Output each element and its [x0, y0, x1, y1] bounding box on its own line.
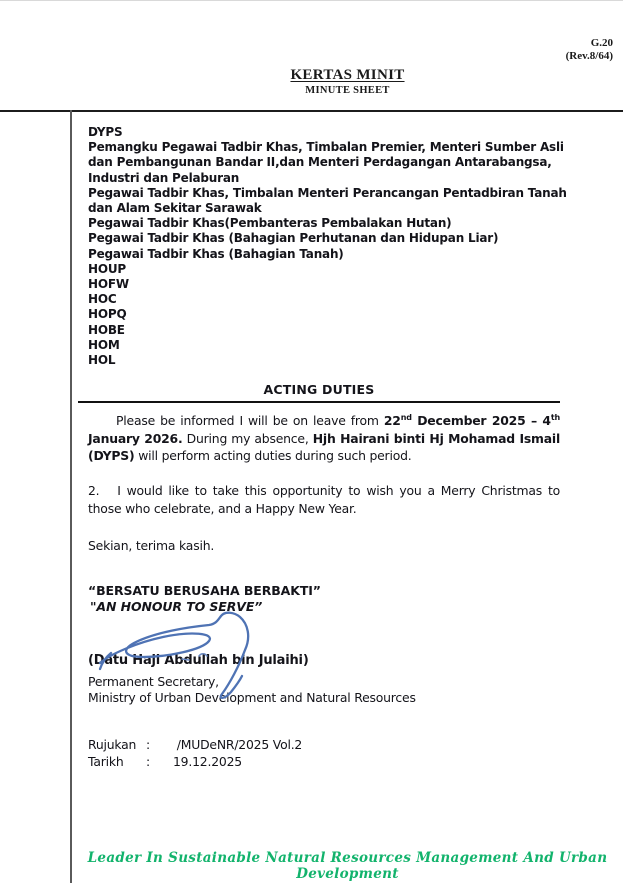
tarikh-label: Tarikh	[88, 754, 124, 769]
form-code: G.20	[590, 37, 613, 49]
section-heading-acting-duties: ACTING DUTIES	[78, 382, 560, 403]
recipient-line: HOC	[88, 292, 117, 307]
rujukan-colon: :	[146, 737, 150, 752]
recipient-line: Pemangku Pegawai Tadbir Khas, Timbalan Premier, Menteri Sumber Asli	[88, 140, 564, 155]
recipient-line: Pegawai Tadbir Khas(Pembanteras Pembalakan Hutan)	[88, 216, 452, 231]
recipient-line: Pegawai Tadbir Khas (Bahagian Tanah)	[88, 246, 344, 261]
title-english: MINUTE SHEET	[305, 85, 390, 96]
recipient-line: HOBE	[88, 322, 125, 337]
signatory-name: (Datu Haji Abdullah bin Julaihi)	[88, 653, 309, 668]
recipient-line: HOL	[88, 353, 116, 368]
signatory-title: Permanent Secretary,	[88, 674, 219, 689]
left-margin-divider	[70, 110, 72, 883]
motto-english: "AN HONOUR TO SERVE”	[90, 599, 263, 614]
closing-line: Sekian, terima kasih.	[88, 538, 215, 553]
signature-scribble	[93, 611, 265, 703]
footer-tagline: Leader In Sustainable Natural Resources Management And Urban Development	[87, 850, 608, 882]
rujukan-label: Rujukan	[88, 737, 137, 752]
rujukan-value: /MUDeNR/2025 Vol.2	[173, 737, 303, 752]
recipient-list	[88, 125, 568, 368]
recipient-line: HOM	[88, 337, 120, 352]
recipient-line: Industri dan Pelaburan	[88, 170, 240, 185]
paragraph-greetings: 2. I would like to take this opportunity to wish you a Merry Christmas to those who celebrate, and a Happy New Year.	[88, 483, 560, 516]
recipient-line: dan Alam Sekitar Sarawak	[88, 201, 262, 216]
tarikh-colon: :	[146, 754, 150, 769]
reference-row-tarikh	[88, 753, 302, 770]
reference-block	[88, 736, 302, 770]
recipient-line: DYPS	[88, 125, 123, 139]
motto-malay: “BERSATU BERUSAHA BERBAKTI”	[88, 583, 321, 598]
form-reference	[566, 37, 613, 63]
recipient-line: Pegawai Tadbir Khas (Bahagian Perhutanan dan Hidupan Liar)	[88, 231, 499, 246]
title-malay: KERTAS MINIT	[290, 67, 405, 83]
document-header	[72, 67, 623, 96]
recipient-line: HOPQ	[88, 307, 127, 322]
header-rule	[0, 110, 623, 112]
paragraph-leave-notice: Please be informed I will be on leave from 22nd December 2025 – 4th January 2026. During my absence, Hjh Hairani binti Hj Mohamad Ismail (DYPS) will perform acting duties during such period.	[88, 412, 561, 464]
recipient-line: Pegawai Tadbir Khas, Timbalan Menteri Perancangan Pentadbiran Tanah	[88, 185, 567, 200]
reference-row-rujukan	[88, 736, 302, 753]
signatory-ministry: Ministry of Urban Development and Natural Resources	[88, 690, 416, 705]
recipient-line: HOFW	[88, 277, 129, 292]
recipient-line: HOUP	[88, 261, 126, 276]
recipient-line: dan Pembangunan Bandar II,dan Menteri Perdagangan Antarabangsa,	[88, 155, 552, 170]
form-revision: (Rev.8/64)	[565, 50, 613, 62]
tarikh-value: 19.12.2025	[173, 754, 242, 769]
